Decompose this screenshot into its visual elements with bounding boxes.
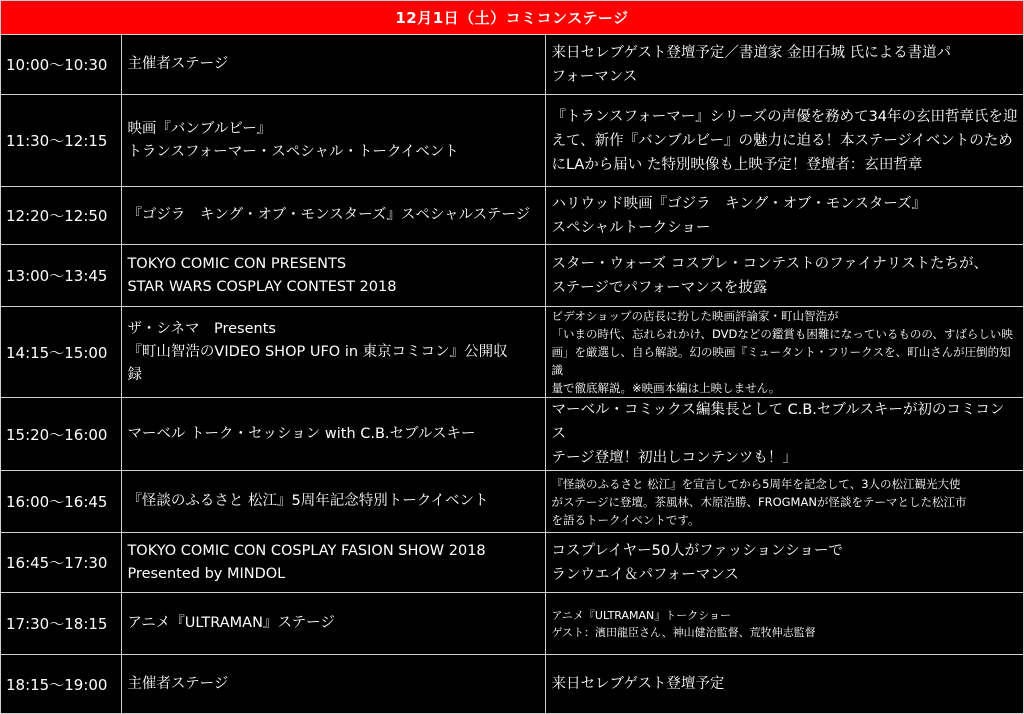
description-line: ランウエイ＆パフォーマンス xyxy=(551,566,739,583)
description-line: 来日セレブゲスト登壇予定／書道家 金田石城 氏による書道パ xyxy=(551,44,952,61)
description-line: スター・ウォーズ コスプレ・コンテストのファイナリストたちが、 xyxy=(551,255,989,272)
title-line: ザ・シネマ Presents xyxy=(127,320,276,337)
time-cell: 16:45〜17:30 xyxy=(1,533,122,593)
description-line: ゲスト：濱田龍臣さん、神山健治監督、荒牧伸志監督 xyxy=(551,625,816,639)
description-cell xyxy=(546,95,1024,187)
title-line: 『町山智浩のVIDEO SHOP UFO in 東京コミコン』公開収 xyxy=(127,343,508,360)
description-line: 『トランスフォーマー』シリーズの声優を務めて34年の玄田哲章氏を迎 xyxy=(551,108,1018,125)
table-row xyxy=(1,398,1024,471)
header-row xyxy=(1,1,1024,35)
description-line: がステージに登壇。茶風林、木原浩勝、FROGMANが怪談をテーマとした松江市 xyxy=(551,494,967,509)
description-line: 「いまの時代、忘れられかけ、DVDなどの鑑賞も困難になっているものの、すばらしい映 xyxy=(551,327,1013,341)
title-line: 主催者ステージ xyxy=(127,675,229,692)
description-line: コスプレイヤー50人がファッションショーで xyxy=(551,542,843,559)
table-row xyxy=(1,471,1024,533)
title-cell xyxy=(122,307,546,398)
table-row xyxy=(1,307,1024,398)
description-line: を語るトークイベントです。 xyxy=(551,512,700,527)
description-line: マーベル・コミックス編集長として C.B.セブルスキーが初のコミコンス xyxy=(551,402,1005,442)
title-line: マーベル トーク・セッション with C.B.セブルスキー xyxy=(127,425,476,442)
schedule-body xyxy=(1,35,1024,714)
description-cell xyxy=(546,533,1024,593)
description-line: フォーマンス xyxy=(551,68,638,85)
description-line: えて、新作『バンブルビー』の魅力に迫る！本ステージイベントのため xyxy=(551,132,1013,149)
title-line: 『ゴジラ キング・オブ・モンスターズ』スペシャルステージ xyxy=(127,207,531,223)
title-cell xyxy=(122,655,546,714)
description-cell xyxy=(546,398,1024,471)
title-cell xyxy=(122,95,546,187)
table-row xyxy=(1,655,1024,714)
description-cell xyxy=(546,655,1024,714)
description-cell xyxy=(546,35,1024,95)
description-line: 来日セレブゲスト登壇予定 xyxy=(551,676,725,692)
title-line: 映画『バンブルビー』 xyxy=(127,120,272,137)
title-cell xyxy=(122,35,546,95)
title-line: 主催者ステージ xyxy=(127,56,229,72)
title-line: 録 xyxy=(127,366,142,383)
description-cell xyxy=(546,471,1024,533)
table-row xyxy=(1,593,1024,655)
title-cell xyxy=(122,187,546,245)
description-cell xyxy=(546,593,1024,655)
title-line: 『怪談のふるさと 松江』5周年記念特別トークイベント xyxy=(127,493,489,509)
title-line: TOKYO COMIC CON COSPLAY FASION SHOW 2018 xyxy=(127,542,486,559)
time-cell: 13:00〜13:45 xyxy=(1,245,122,307)
time-cell: 12:20〜12:50 xyxy=(1,187,122,245)
description-line: ハリウッド映画『ゴジラ キング・オブ・モンスターズ』 xyxy=(551,195,927,212)
table-row xyxy=(1,245,1024,307)
time-cell: 15:20〜16:00 xyxy=(1,398,122,471)
title-line: STAR WARS COSPLAY CONTEST 2018 xyxy=(127,278,397,295)
title-cell xyxy=(122,533,546,593)
time-cell: 17:30〜18:15 xyxy=(1,593,122,655)
description-cell xyxy=(546,307,1024,398)
description-line: 量で徹底解説。※映画本編は上映しません。 xyxy=(551,381,781,395)
table-row xyxy=(1,95,1024,187)
time-cell: 14:15〜15:00 xyxy=(1,307,122,398)
time-cell: 10:00〜10:30 xyxy=(1,35,122,95)
description-cell xyxy=(546,245,1024,307)
table-row xyxy=(1,187,1024,245)
title-cell xyxy=(122,245,546,307)
title-cell xyxy=(122,398,546,471)
title-line: Presented by MINDOL xyxy=(127,565,286,582)
description-line: ビデオショップの店長に扮した映画評論家・町山智浩が xyxy=(551,309,839,323)
table-row xyxy=(1,35,1024,95)
description-line: にLAから届い た特別映像も上映予定！登壇者：玄田哲章 xyxy=(551,156,923,173)
time-cell: 18:15〜19:00 xyxy=(1,655,122,714)
title-line: トランスフォーマー・スペシャル・トークイベント xyxy=(127,143,459,160)
schedule-title: 12月1日（土）コミコンステージ xyxy=(1,1,1024,35)
description-line: ステージでパフォーマンスを披露 xyxy=(551,279,768,296)
description-line: スペシャルトークショー xyxy=(551,219,711,236)
description-cell xyxy=(546,187,1024,245)
description-line: アニメ『ULTRAMAN』トークショー xyxy=(551,608,732,622)
title-line: アニメ『ULTRAMAN』ステージ xyxy=(127,615,335,631)
description-line: 『怪談のふるさと 松江』を宣言してから5周年を記念して、3人の松江観光大使 xyxy=(551,476,961,491)
table-row xyxy=(1,533,1024,593)
title-cell xyxy=(122,593,546,655)
description-line: 画」を厳選し、自ら解説。幻の映画『ミュータント・フリークスを、町山さんが圧倒的知識 xyxy=(551,345,1011,377)
title-line: TOKYO COMIC CON PRESENTS xyxy=(127,255,347,272)
title-cell xyxy=(122,471,546,533)
time-cell: 16:00〜16:45 xyxy=(1,471,122,533)
description-line: テージ登壇！初出しコンテンツも！」 xyxy=(551,450,797,466)
time-cell: 11:30〜12:15 xyxy=(1,95,122,187)
